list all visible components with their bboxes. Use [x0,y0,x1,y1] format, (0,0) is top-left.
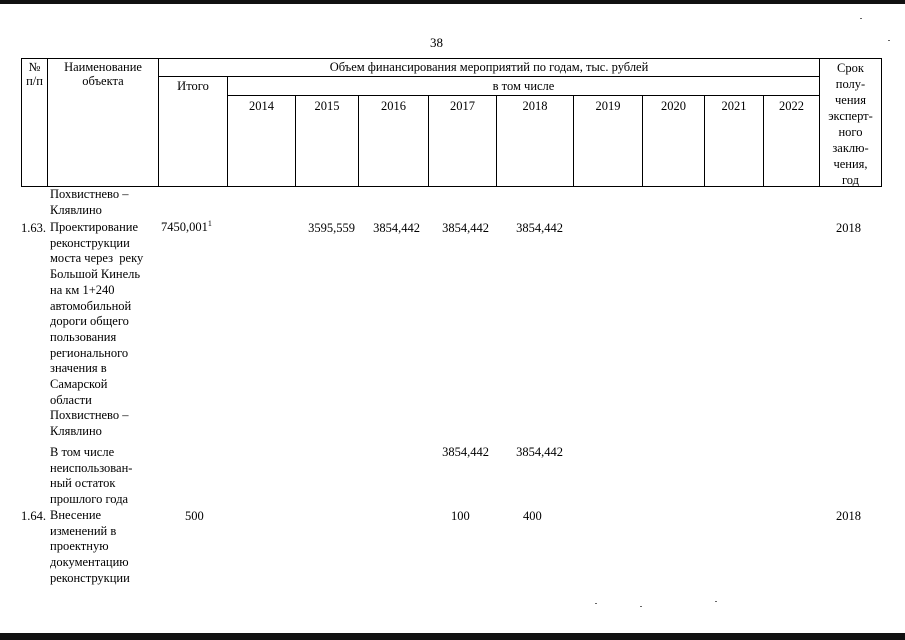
top-border [0,0,905,4]
header-year-2022: 2022 [779,99,804,113]
row-163-2017: 3854,442 [442,221,489,235]
header-year-2016: 2016 [381,99,406,113]
row-164-name: Внесение изменений в проектную документацию реконструкции [50,508,130,585]
row-163-2016: 3854,442 [373,221,420,235]
footnote-marker: 1 [207,218,212,228]
header-year-2017: 2017 [450,99,475,113]
row-163-2015: 3595,559 [308,221,355,235]
header-num: № п/п [26,60,43,88]
bottom-border [0,633,905,640]
row-sub-name: В том числе неиспользован- ный остаток прошлого года [50,445,133,507]
header-year-2021: 2021 [721,99,747,113]
row-sub-2017: 3854,442 [442,445,489,459]
row-163-total: 7450,001$^1$ [161,218,212,234]
header-including: в том числе [492,79,555,93]
header-financing: Объем финансирования мероприятий по годам, тыс. рублей [329,60,649,74]
row-163-number: 1.63. [21,221,46,235]
header-year-2014: 2014 [249,99,274,113]
scan-speck [888,40,890,41]
row-164-number: 1.64. [21,509,46,523]
scan-speck [595,603,597,604]
row-163-2018: 3854,442 [516,221,563,235]
row-164-total: 500 [185,509,204,523]
header-year-2018: 2018 [522,99,548,113]
page-number: 38 [430,35,443,50]
scan-speck [640,606,642,607]
scan-speck [860,18,862,19]
row-164-term: 2018 [836,509,861,523]
header-year-2015: 2015 [314,99,340,113]
row-163-term: 2018 [836,221,861,235]
row-164-2017: 100 [451,509,470,523]
scan-speck [715,601,717,602]
header-total: Итого [177,79,209,93]
header-year-2020: 2020 [661,99,686,113]
row-sub-2018: 3854,442 [516,445,563,459]
row-163-name: Проектирование реконструкции моста через реку Большой Кинель на км 1+240 автомобильной дороги общего пользования регионального значения в Самарской области Похвистнево – Клявлино [50,220,144,439]
header-term: Срок полу- чения эксперт- ного заклю- чения, год [828,61,873,187]
header-name: Наименование объекта [64,60,142,88]
row-164-2018: 400 [523,509,542,523]
continuation-text: Похвистнево – Клявлино [50,187,129,217]
header-year-2019: 2019 [595,99,621,113]
